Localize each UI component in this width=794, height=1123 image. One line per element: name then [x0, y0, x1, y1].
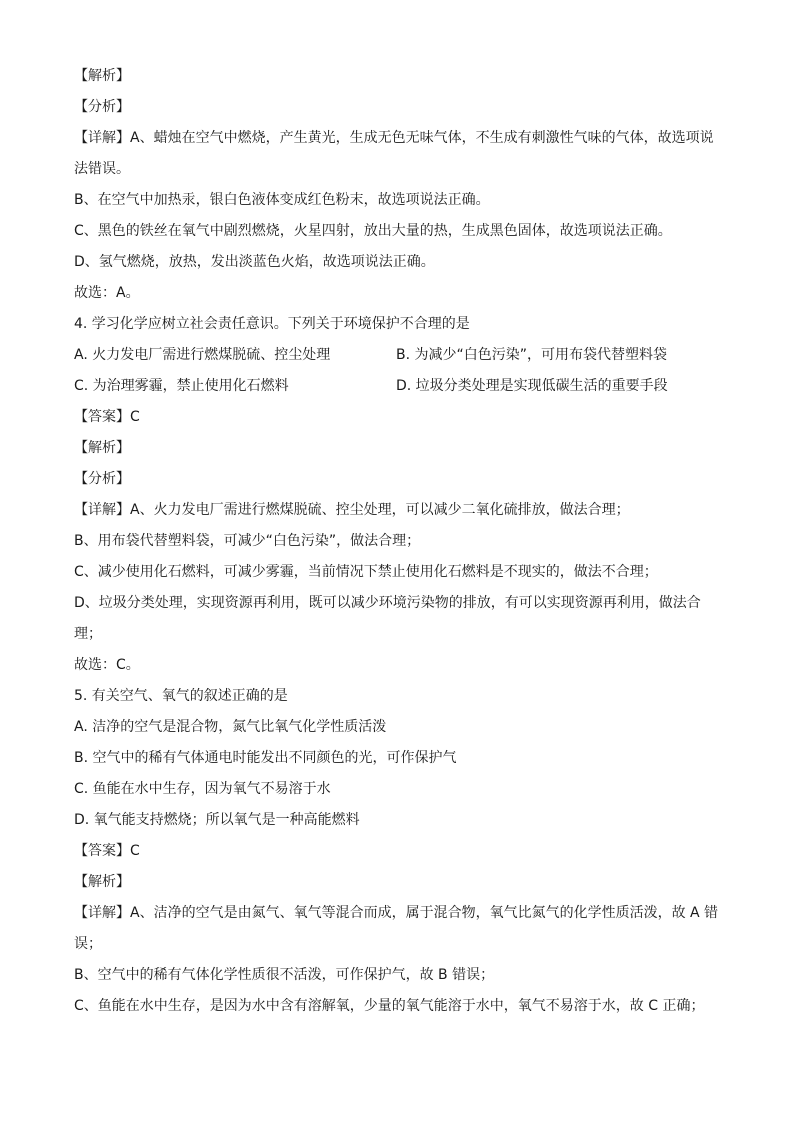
- q4-option-b: B. 为减少“白色污染”，可用布袋代替塑料袋: [396, 347, 668, 363]
- q3-xiangjie-line-2: 法错误。: [74, 161, 130, 177]
- q4-options-row-2: [74, 371, 724, 402]
- q5-explain-a-line-1: 【详解】A、洁净的空气是由氮气、氧气等混合而成，属于混合物，氧气比氮气的化学性质活泼，故 A 错: [74, 905, 719, 921]
- q5-explain-b: B、空气中的稀有气体化学性质很不活泼，可作保护气，故 B 错误；: [74, 967, 495, 983]
- q3-explain-b: B、在空气中加热汞，银白色液体变成红色粉末，故选项说法正确。: [74, 192, 490, 208]
- q5-answer: 【答案】C: [74, 843, 140, 859]
- q5-stem: 5. 有关空气、氧气的叙述正确的是: [74, 688, 288, 704]
- q4-explain-c: C、减少使用化石燃料，可减少雾霾，当前情况下禁止使用化石燃料是不现实的，做法不合理；: [74, 564, 658, 580]
- q4-answer: 【答案】C: [74, 409, 140, 425]
- q5-explain-c: C、鱼能在水中生存，是因为水中含有溶解氧，少量的氧气能溶于水中，氧气不易溶于水，故 C 正确；: [74, 998, 705, 1014]
- q4-option-d: D. 垃圾分类处理是实现低碳生活的重要手段: [396, 378, 668, 394]
- q5-explain-a-line-2: 误；: [74, 936, 102, 952]
- q4-choose: 故选：C。: [74, 657, 140, 673]
- q3-explain-d: D、氢气燃烧，放热，发出淡蓝色火焰，故选项说法正确。: [74, 254, 435, 270]
- q3-explain-c: C、黑色的铁丝在氧气中剧烈燃烧，火星四射，放出大量的热，生成黑色固体，故选项说法正确。: [74, 223, 672, 239]
- q3-fenxi-heading: 【分析】: [74, 99, 130, 115]
- q4-stem: 4. 学习化学应树立社会责任意识。下列关于环境保护不合理的是: [74, 316, 470, 332]
- q5-option-a: A. 洁净的空气是混合物，氮气比氧气化学性质活泼: [74, 719, 387, 735]
- q4-explain-d-line-1: D、垃圾分类处理，实现资源再利用，既可以减少环境污染物的排放，有可以实现资源再利用，做法合: [74, 595, 701, 611]
- q5-option-c: C. 鱼能在水中生存，因为氧气不易溶于水: [74, 781, 331, 797]
- q3-jiexi-heading: 【解析】: [74, 68, 130, 84]
- q3-choose: 故选：A。: [74, 285, 140, 301]
- q4-option-c: C. 为治理雾霾，禁止使用化石燃料: [74, 378, 289, 394]
- q4-fenxi-heading: 【分析】: [74, 471, 130, 487]
- q4-explain-d-line-2: 理；: [74, 626, 102, 642]
- q5-jiexi-heading: 【解析】: [74, 874, 130, 890]
- q4-options-row-1: [74, 340, 724, 371]
- q4-explain-a: 【详解】A、火力发电厂需进行燃煤脱硫、控尘处理，可以减少二氧化硫排放，做法合理；: [74, 502, 630, 518]
- q3-xiangjie-line-1: 【详解】A、蜡烛在空气中燃烧，产生黄光，生成无色无味气体，不生成有刺激性气味的气体，故选项说: [74, 130, 714, 146]
- q5-option-d: D. 氧气能支持燃烧；所以氧气是一种高能燃料: [74, 812, 360, 828]
- q4-jiexi-heading: 【解析】: [74, 440, 130, 456]
- q4-explain-b: B、用布袋代替塑料袋，可减少“白色污染”，做法合理；: [74, 533, 421, 549]
- document-page: [74, 61, 724, 1022]
- q4-option-a: A. 火力发电厂需进行燃煤脱硫、控尘处理: [74, 347, 331, 363]
- q5-option-b: B. 空气中的稀有气体通电时能发出不同颜色的光，可作保护气: [74, 750, 457, 766]
